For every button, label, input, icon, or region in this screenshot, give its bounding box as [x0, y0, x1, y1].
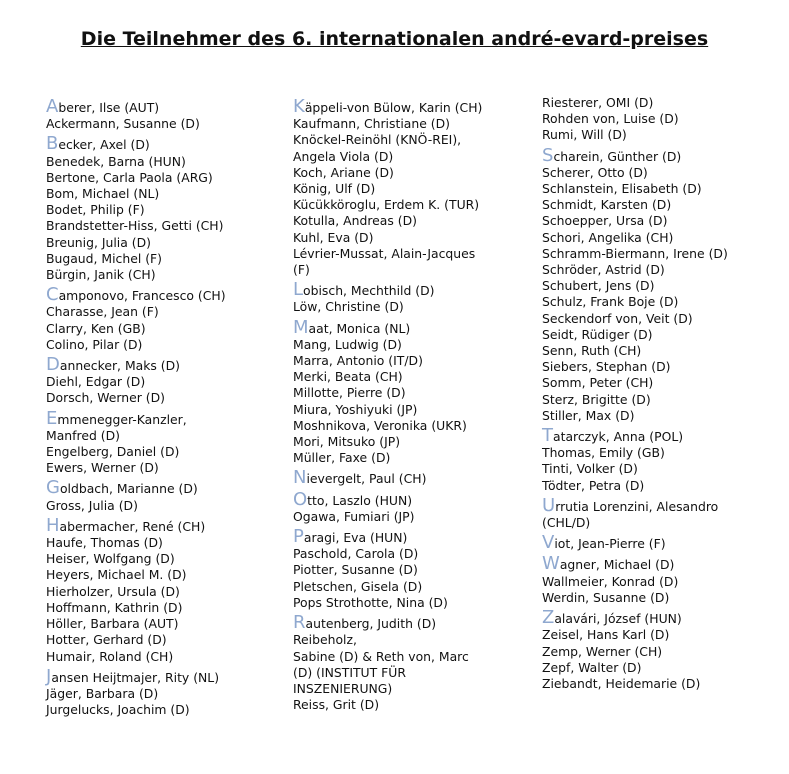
letter-initial: E [46, 407, 58, 429]
participant-entry: Riesterer, OMI (D) [542, 95, 654, 110]
participant-entry: Ogawa, Fumiari (JP) [293, 508, 415, 524]
participant-entry: Manfred (D) [46, 427, 120, 443]
participant-entry: (D) (INSTITUT FÜR [293, 664, 406, 680]
participant-entry: Bertone, Carla Paola (ARG) [46, 169, 213, 185]
participant-entry: (CHL/D) [542, 515, 591, 531]
participant-entry: Sabine (D) & Reth von, Marc [293, 648, 469, 664]
participant-entry: Ziebandt, Heidemarie (D) [542, 675, 701, 691]
letter-initial: L [293, 279, 304, 301]
participant-entry: Bürgin, Janik (CH) [46, 267, 156, 283]
letter-initial: W [542, 553, 560, 575]
participant-entry: Somm, Peter (CH) [542, 375, 654, 391]
participant-entry: Tödter, Petra (D) [542, 477, 645, 493]
participant-entry: Charasse, Jean (F) [46, 304, 159, 320]
participant-entry: INSZENIERUNG) [293, 680, 393, 696]
participant-entry [46, 98, 286, 116]
participant-name: abermacher, René (CH) [59, 518, 206, 534]
letter-initial: J [46, 665, 52, 687]
participant-entry: Hotter, Gerhard (D) [46, 632, 167, 648]
page-title: Die Teilnehmer des 6. internationalen andré-evard-preises [80, 28, 709, 50]
participant-entry: König, Ulf (D) [293, 181, 376, 197]
participant-entry: Pletschen, Gisela (D) [293, 578, 423, 594]
participant-entry [46, 665, 286, 687]
participant-entry: Jurgelucks, Joachim (D) [46, 702, 190, 718]
participant-entry: Schröder, Astrid (D) [542, 262, 665, 278]
participant-entry [293, 98, 533, 116]
letter-initial: A [46, 96, 59, 117]
participant-entry [542, 555, 782, 573]
participant-name: amponovo, Francesco (CH) [58, 288, 226, 304]
participant-entry: Bugaud, Michel (F) [46, 250, 163, 266]
participant-entry: Clarry, Ken (GB) [46, 320, 146, 336]
participant-entry: Rohden von, Luise (D) [542, 111, 679, 127]
participant-name: atarczyk, Anna (POL) [553, 429, 684, 445]
participant-entry [293, 281, 533, 299]
participant-entry: Diehl, Edgar (D) [46, 374, 146, 390]
participant-entry [542, 494, 782, 516]
participant-entry [293, 488, 533, 510]
letter-initial: R [293, 612, 306, 634]
participant-entry: Wallmeier, Konrad (D) [542, 573, 679, 589]
participant-entry: Miura, Yoshiyuki (JP) [293, 401, 418, 417]
participant-entry [542, 609, 782, 627]
letter-initial: M [293, 316, 309, 338]
participant-name: ecker, Axel (D) [58, 137, 150, 153]
participant-entry [542, 534, 782, 552]
participant-entry: Pops Strothotte, Nina (D) [293, 594, 448, 610]
participant-entry: Marra, Antonio (IT/D) [293, 353, 423, 369]
participant-entry: (F) [293, 262, 310, 278]
participant-entry: Koch, Ariane (D) [293, 164, 394, 180]
participant-entry: Heiser, Wolfgang (D) [46, 551, 175, 567]
participant-entry [46, 479, 286, 497]
participant-entry [293, 469, 533, 487]
participant-entry: Millotte, Pierre (D) [293, 385, 406, 401]
participant-entry: Höller, Barbara (AUT) [46, 616, 179, 632]
letter-initial: D [46, 354, 60, 376]
participant-entry [46, 286, 286, 304]
participant-entry: Kaufmann, Christiane (D) [293, 116, 450, 132]
letter-initial: H [46, 514, 60, 536]
letter-initial: U [542, 494, 556, 516]
letter-initial: T [542, 425, 553, 447]
participant-entry: Knöckel-Reinöhl (KNÖ-REI), [293, 132, 462, 148]
participant-entry: Lévrier-Mussat, Alain-Jacques [293, 245, 476, 261]
participant-entry: Merki, Beata (CH) [293, 369, 403, 385]
participant-name: obisch, Mechthild (D) [303, 283, 435, 299]
participant-entry [46, 135, 286, 153]
participant-entry: Benedek, Barna (HUN) [46, 153, 186, 169]
participant-name: aat, Monica (NL) [308, 320, 411, 336]
participant-name: iot, Jean-Pierre (F) [554, 536, 666, 552]
participant-entry: Sterz, Brigitte (D) [542, 391, 651, 407]
participant-entry: Ackermann, Susanne (D) [46, 116, 200, 132]
participant-name: autenberg, Judith (D) [305, 616, 437, 632]
participant-entry [46, 356, 286, 374]
letter-initial: G [46, 477, 60, 499]
participant-entry: Kücükköroglu, Erdem K. (TUR) [293, 197, 480, 213]
participant-entry: Schulz, Frank Boje (D) [542, 294, 679, 310]
participant-entry: Schoepper, Ursa (D) [542, 213, 668, 229]
participant-name: ansen Heijtmajer, Rity (NL) [51, 669, 220, 685]
participant-entry: Kotulla, Andreas (D) [293, 213, 417, 229]
letter-initial: K [293, 96, 305, 117]
participant-entry: Kuhl, Eva (D) [293, 229, 374, 245]
participant-entry: Schori, Angelika (CH) [542, 229, 674, 245]
participant-entry: Ewers, Werner (D) [46, 460, 159, 476]
participant-name: alavári, József (HUN) [554, 611, 682, 627]
participant-entry: Gross, Julia (D) [46, 497, 138, 513]
participant-name: ievergelt, Paul (CH) [306, 471, 427, 487]
participant-name: mmenegger-Kanzler, [57, 411, 187, 427]
participant-entry: Seckendorf von, Veit (D) [542, 310, 693, 326]
participants-column-2 [293, 95, 533, 713]
participant-entry: Mori, Mitsuko (JP) [293, 434, 401, 450]
participant-entry: Hierholzer, Ursula (D) [46, 583, 180, 599]
participant-entry [293, 528, 533, 546]
participant-entry [293, 316, 533, 338]
participants-column-1 [46, 95, 286, 718]
participant-entry: Scherer, Otto (D) [542, 164, 648, 180]
participant-entry [46, 407, 286, 429]
participant-name: oldbach, Marianne (D) [59, 481, 198, 497]
participant-name: aragi, Eva (HUN) [303, 530, 408, 546]
participant-entry [542, 427, 782, 445]
participant-entry: Mang, Ludwig (D) [293, 336, 402, 352]
letter-initial: Z [542, 607, 555, 629]
letter-initial: S [542, 144, 554, 166]
participant-entry: Colino, Pilar (D) [46, 336, 143, 352]
participant-entry: Werdin, Susanne (D) [542, 589, 670, 605]
participant-name: tto, Laszlo (HUN) [307, 492, 413, 508]
letter-initial: V [542, 532, 555, 554]
participant-name: charein, Günther (D) [553, 148, 682, 164]
participant-entry: Reibeholz, [293, 632, 357, 648]
participant-entry: Rumi, Will (D) [542, 127, 627, 143]
participant-entry: Bodet, Philip (F) [46, 202, 145, 218]
participant-entry [293, 614, 533, 632]
participant-entry: Schmidt, Karsten (D) [542, 197, 672, 213]
participant-entry: Brandstetter-Hiss, Getti (CH) [46, 218, 224, 234]
participant-entry [542, 144, 782, 166]
participant-entry: Senn, Ruth (CH) [542, 343, 642, 359]
participant-entry: Engelberg, Daniel (D) [46, 444, 180, 460]
participant-entry: Reiss, Grit (D) [293, 697, 380, 713]
participant-entry: Humair, Roland (CH) [46, 648, 174, 664]
participant-entry: Siebers, Stephan (D) [542, 359, 671, 375]
participant-entry: Zeisel, Hans Karl (D) [542, 627, 670, 643]
participant-entry: Schramm-Biermann, Irene (D) [542, 245, 728, 261]
participant-entry: Dorsch, Werner (D) [46, 390, 165, 406]
participant-entry: Bom, Michael (NL) [46, 186, 160, 202]
participant-entry: Schlanstein, Elisabeth (D) [542, 181, 702, 197]
letter-initial: C [46, 284, 59, 306]
participant-name: annecker, Maks (D) [59, 358, 180, 374]
participant-entry: Haufe, Thomas (D) [46, 535, 163, 551]
participant-entry: Müller, Faxe (D) [293, 450, 391, 466]
participant-entry: Angela Viola (D) [293, 148, 394, 164]
letter-initial: P [293, 526, 304, 548]
participant-entry [46, 514, 286, 536]
participant-entry: Tinti, Volker (D) [542, 461, 638, 477]
participant-name: berer, Ilse (AUT) [58, 100, 160, 115]
participant-name: äppeli-von Bülow, Karin (CH) [304, 100, 483, 115]
participant-name: agner, Michael (D) [559, 557, 675, 573]
participant-entry: Löw, Christine (D) [293, 299, 404, 315]
participant-entry: Paschold, Carola (D) [293, 546, 419, 562]
participants-column-3 [542, 95, 782, 692]
participant-entry: Jäger, Barbara (D) [46, 685, 159, 701]
participant-entry: Schubert, Jens (D) [542, 278, 655, 294]
letter-initial: B [46, 133, 59, 155]
participant-entry: Stiller, Max (D) [542, 407, 635, 423]
participant-entry: Hoffmann, Kathrin (D) [46, 599, 183, 615]
letter-initial: O [293, 488, 308, 510]
participant-entry: Heyers, Michael M. (D) [46, 567, 187, 583]
participant-entry: Thomas, Emily (GB) [542, 445, 665, 461]
participant-name: rrutia Lorenzini, Alesandro [555, 498, 719, 514]
participant-entry: Moshnikova, Veronika (UKR) [293, 417, 467, 433]
participant-entry: Zemp, Werner (CH) [542, 643, 663, 659]
participant-entry: Zepf, Walter (D) [542, 659, 642, 675]
participant-entry: Seidt, Rüdiger (D) [542, 326, 653, 342]
letter-initial: N [293, 467, 307, 489]
participant-entry: Piotter, Susanne (D) [293, 562, 418, 578]
participant-entry: Breunig, Julia (D) [46, 234, 151, 250]
